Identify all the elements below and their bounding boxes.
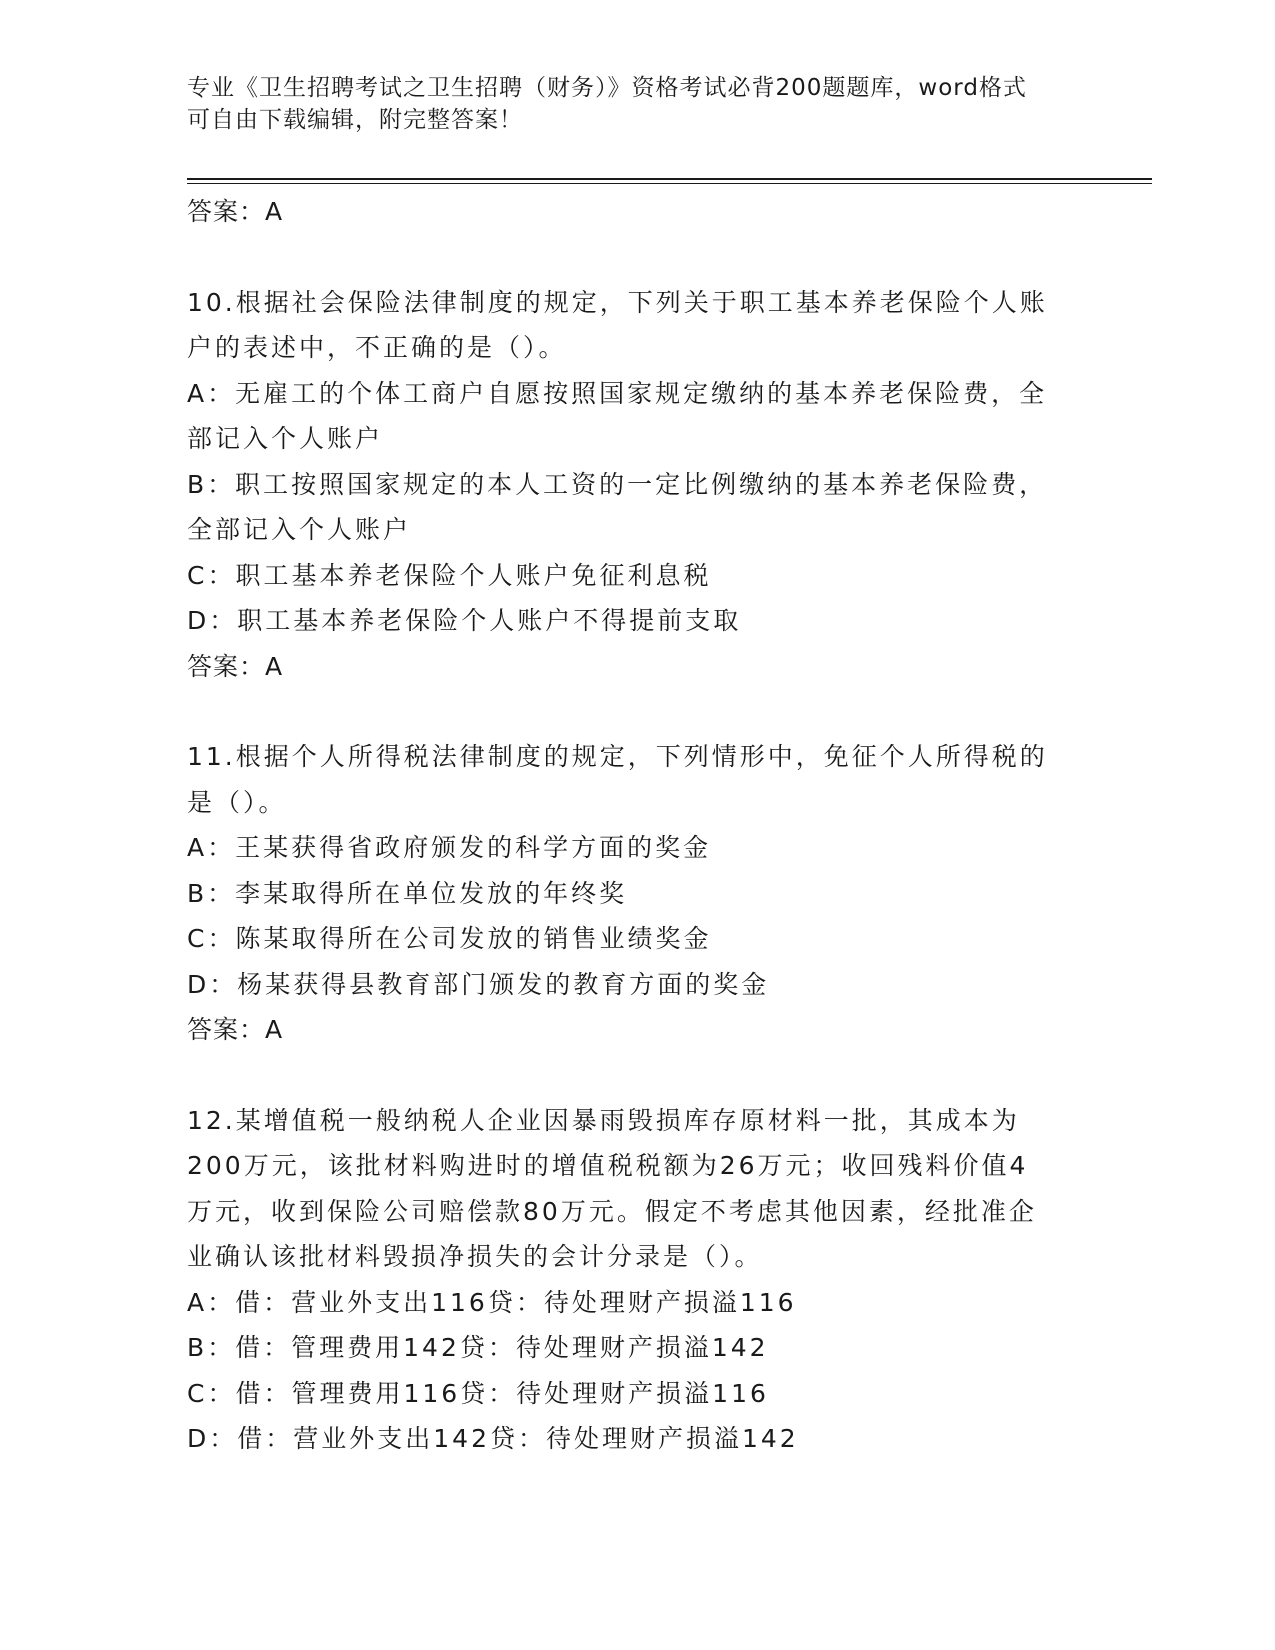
option-b: B：职工按照国家规定的本人工资的一定比例缴纳的基本养老保险费，: [187, 469, 1048, 499]
option-a: A：王某获得省政府颁发的科学方面的奖金: [187, 833, 712, 862]
option-a: A：借：营业外支出116贷：待处理财产损溢116: [187, 1287, 797, 1317]
question-stem: 200万元，该批材料购进时的增值税税额为26万元；收回残料价值4: [187, 1151, 1029, 1180]
option-b: 全部记入个人账户: [187, 515, 412, 544]
spacer: [187, 689, 1077, 734]
question-10: [187, 280, 1077, 690]
option-b: B：借：管理费用142贷：待处理财产损溢142: [187, 1333, 769, 1362]
option-d: D：杨某获得县教育部门颁发的教育方面的奖金: [187, 969, 770, 999]
option-b: B：李某取得所在单位发放的年终奖: [187, 878, 628, 908]
header-divider-thin: [187, 183, 1152, 184]
question-stem: 万元，收到保险公司赔偿款80万元。假定不考虑其他因素，经批准企: [187, 1196, 1037, 1226]
question-12: [187, 1098, 1077, 1462]
header-divider-thick: [187, 178, 1152, 180]
header-line-2: 可自由下载编辑，附完整答案！: [187, 107, 523, 133]
spacer: [187, 1053, 1077, 1098]
question-stem: 业确认该批材料毁损净损失的会计分录是（）。: [187, 1242, 763, 1271]
answer: 答案：A: [187, 651, 284, 681]
option-c: C：借：管理费用116贷：待处理财产损溢116: [187, 1378, 769, 1408]
question-stem: 11.根据个人所得税法律制度的规定，下列情形中，免征个人所得税的: [187, 742, 1048, 771]
spacer: [187, 235, 1077, 280]
question-11: [187, 734, 1077, 1053]
question-list: [187, 189, 1077, 1462]
answer: 答案：A: [187, 1015, 284, 1044]
question-stem: 12.某增值税一般纳税人企业因暴雨毁损库存原材料一批，其成本为: [187, 1105, 1020, 1135]
option-c: C：职工基本养老保险个人账户免征利息税: [187, 560, 712, 590]
option-d: D：借：营业外支出142贷：待处理财产损溢142: [187, 1424, 799, 1453]
previous-answer: 答案：A: [187, 197, 284, 226]
question-stem: 是（）。: [187, 787, 287, 817]
option-c: C：陈某取得所在公司发放的销售业绩奖金: [187, 924, 712, 953]
document-header: [187, 72, 1067, 136]
option-d: D：职工基本养老保险个人账户不得提前支取: [187, 606, 742, 635]
option-a: A：无雇工的个体工商户自愿按照国家规定缴纳的基本养老保险费，全: [187, 378, 1048, 408]
header-line-1: 专业《卫生招聘考试之卫生招聘（财务）》资格考试必背200题题库，word格式: [187, 75, 1027, 101]
question-stem: 10.根据社会保险法律制度的规定，下列关于职工基本养老保险个人账: [187, 287, 1048, 317]
question-stem: 户的表述中，不正确的是（）。: [187, 333, 567, 362]
option-a: 部记入个人账户: [187, 424, 384, 453]
